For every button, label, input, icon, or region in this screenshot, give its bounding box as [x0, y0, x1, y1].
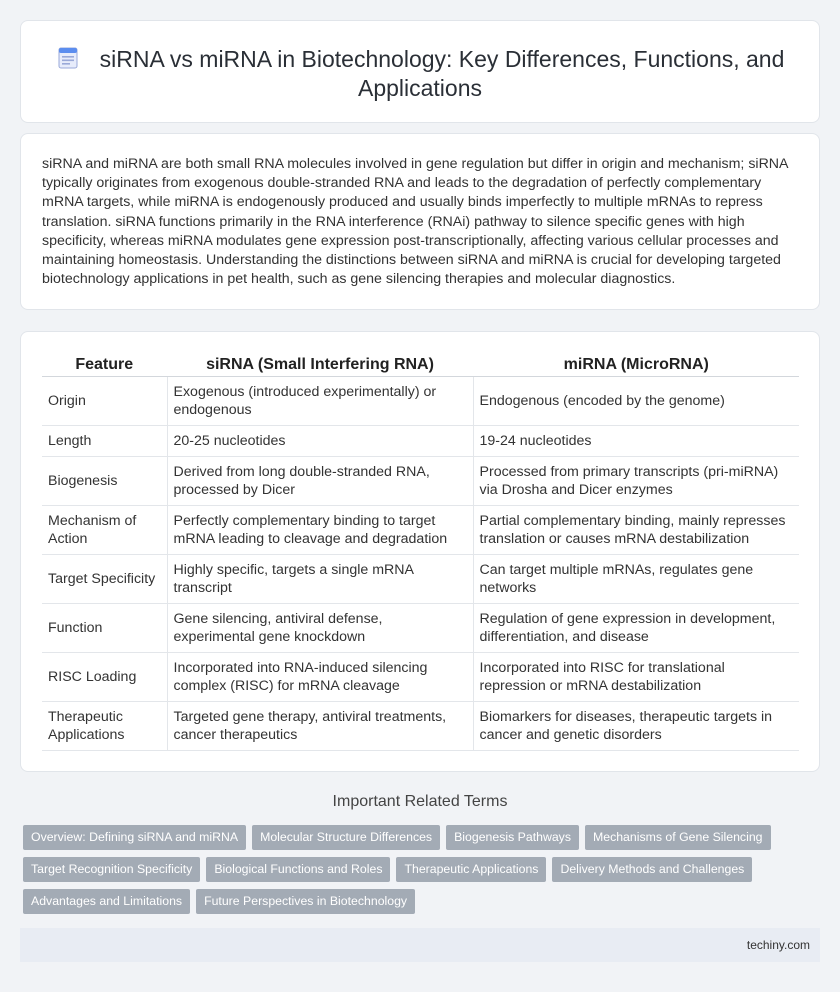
cell-sirna: Exogenous (introduced experimentally) or endogenous — [167, 376, 473, 425]
header-card — [20, 20, 820, 123]
cell-feature: Biogenesis — [42, 456, 167, 505]
related-term-tag[interactable]: Overview: Defining siRNA and miRNA — [23, 825, 246, 850]
related-term-tag[interactable]: Biogenesis Pathways — [446, 825, 579, 850]
cell-sirna: Incorporated into RNA-induced silencing complex (RISC) for mRNA cleavage — [167, 652, 473, 701]
cell-mirna: Regulation of gene expression in development, differentiation, and disease — [473, 603, 799, 652]
cell-mirna: Incorporated into RISC for translational repression or mRNA destabilization — [473, 652, 799, 701]
header-mirna: miRNA (MicroRNA) — [473, 352, 799, 376]
table-row — [42, 603, 799, 652]
page-title: siRNA vs miRNA in Biotechnology: Key Differences, Functions, and Applications — [99, 46, 785, 101]
related-term-tag[interactable]: Biological Functions and Roles — [206, 857, 390, 882]
table-row — [42, 425, 799, 456]
cell-mirna: 19-24 nucleotides — [473, 425, 799, 456]
related-term-tag[interactable]: Therapeutic Applications — [396, 857, 546, 882]
related-terms-title: Important Related Terms — [332, 793, 508, 810]
document-icon — [56, 46, 80, 70]
comparison-table-card — [20, 331, 820, 772]
table-row — [42, 554, 799, 603]
intro-paragraph: siRNA and miRNA are both small RNA molecules involved in gene regulation but differ in origin and mechanism; siRNA typically originates from exogenous double-stranded RNA and leads to the degradation of perfectly complementary mRNA targets, while miRNA is endogenously produced and usually binds imperfectly to multiple mRNAs to repress translation. siRNA functions primarily in the RNA interference (RNAi) pathway to silence specific genes with high specificity, whereas miRNA modulates gene expression post-transcriptionally, affecting various cellular processes and maintaining homeostasis. Understanding the distinctions between siRNA and miRNA is crucial for developing targeted biotechnology applications in pet health, such as gene silencing therapies and molecular diagnostics. — [42, 156, 788, 288]
table-row — [42, 376, 799, 425]
footer — [20, 928, 820, 962]
related-terms-list — [23, 825, 783, 921]
cell-mirna: Biomarkers for diseases, therapeutic targets in cancer and genetic disorders — [473, 701, 799, 750]
table-row — [42, 505, 799, 554]
footer-site-link[interactable]: techiny.com — [746, 938, 810, 952]
cell-sirna: Highly specific, targets a single mRNA transcript — [167, 554, 473, 603]
cell-feature: Origin — [42, 376, 167, 425]
related-term-tag[interactable]: Delivery Methods and Challenges — [552, 857, 752, 882]
header-sirna: siRNA (Small Interfering RNA) — [167, 352, 473, 376]
cell-feature: Target Specificity — [42, 554, 167, 603]
title-wrap — [51, 45, 789, 103]
cell-mirna: Can target multiple mRNAs, regulates gene networks — [473, 554, 799, 603]
cell-sirna: Perfectly complementary binding to target mRNA leading to cleavage and degradation — [167, 505, 473, 554]
cell-sirna: Gene silencing, antiviral defense, experimental gene knockdown — [167, 603, 473, 652]
cell-feature: Mechanism of Action — [42, 505, 167, 554]
table-row — [42, 456, 799, 505]
table-row — [42, 701, 799, 750]
intro-card — [20, 133, 820, 310]
cell-feature: Function — [42, 603, 167, 652]
cell-feature: Length — [42, 425, 167, 456]
related-term-tag[interactable]: Molecular Structure Differences — [252, 825, 440, 850]
cell-mirna: Partial complementary binding, mainly represses translation or causes mRNA destabilization — [473, 505, 799, 554]
header-feature: Feature — [42, 352, 167, 376]
related-term-tag[interactable]: Mechanisms of Gene Silencing — [585, 825, 771, 850]
table-row — [42, 652, 799, 701]
related-term-tag[interactable]: Advantages and Limitations — [23, 889, 190, 914]
table-header-row — [42, 352, 799, 376]
cell-feature: RISC Loading — [42, 652, 167, 701]
cell-feature: Therapeutic Applications — [42, 701, 167, 750]
cell-mirna: Processed from primary transcripts (pri-miRNA) via Drosha and Dicer enzymes — [473, 456, 799, 505]
cell-sirna: Targeted gene therapy, antiviral treatments, cancer therapeutics — [167, 701, 473, 750]
related-term-tag[interactable]: Target Recognition Specificity — [23, 857, 200, 882]
cell-sirna: Derived from long double-stranded RNA, processed by Dicer — [167, 456, 473, 505]
cell-mirna: Endogenous (encoded by the genome) — [473, 376, 799, 425]
cell-sirna: 20-25 nucleotides — [167, 425, 473, 456]
comparison-table — [42, 352, 799, 751]
related-term-tag[interactable]: Future Perspectives in Biotechnology — [196, 889, 415, 914]
